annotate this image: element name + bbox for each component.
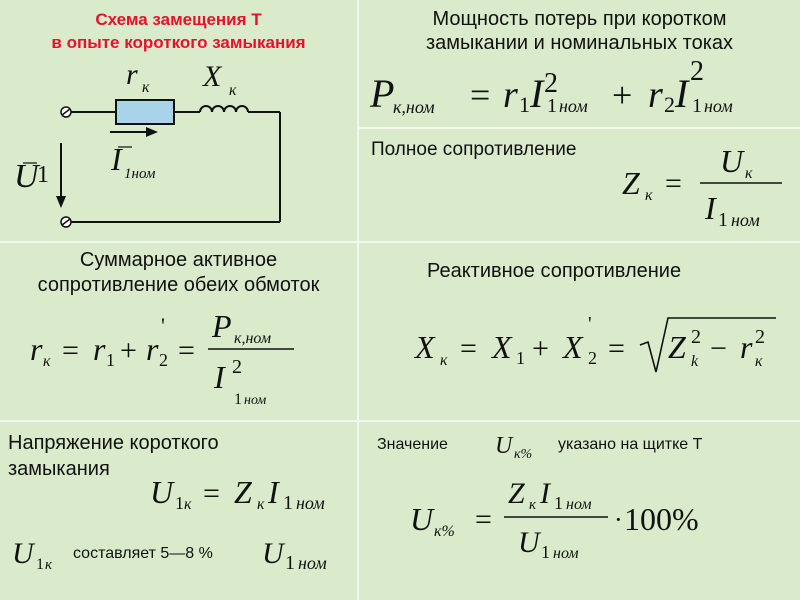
equivalent-circuit-diagram [0,0,357,241]
svg-text:U: U [12,537,34,570]
svg-text:1: 1 [541,542,550,562]
svg-text:': ' [588,313,592,335]
svg-text:ном: ном [298,553,327,573]
svg-text:к: к [45,557,53,573]
svg-text:r: r [93,331,106,367]
svg-text:U: U [518,526,540,559]
percent-value-suffix: указано на щитке Т [558,436,703,453]
uk-percent-symbol [495,433,532,462]
svg-text:r: r [503,74,518,116]
svg-text:=: = [62,334,79,367]
active-resistance-heading-line2: сопротивление обеих обмоток [37,274,320,296]
svg-text:1: 1 [547,95,557,117]
svg-text:I: I [530,71,544,116]
xk-label-sub: к [229,82,237,99]
svg-text:ном: ном [559,96,588,116]
svg-text:=: = [608,332,625,365]
power-loss-heading [359,7,800,55]
svg-text:ном: ном [553,545,579,562]
svg-text:к: к [755,353,763,370]
short-circuit-voltage-heading [8,430,219,482]
voltage-range-note: составляет 5—8 % [73,545,213,562]
circuit-title-line2: в опыте короткого замыкания [51,33,306,52]
active-resistance-heading-line1: Суммарное активное [79,249,278,271]
power-loss-heading-line2: замыкании и номинальных токах [425,32,734,54]
svg-text:U: U [410,501,434,537]
svg-text:1: 1 [692,95,702,117]
svg-text:к%: к% [514,447,533,462]
u1-label: U [14,158,39,195]
svg-text:Z: Z [234,474,252,510]
svg-text:1: 1 [234,391,242,408]
svg-text:2: 2 [690,56,704,87]
svg-text:Z: Z [622,165,640,201]
svg-text:I: I [675,71,689,116]
power-loss-formula [369,56,733,117]
vertical-divider [357,0,359,600]
u1k-symbol [12,537,53,573]
svg-text:2: 2 [159,350,168,370]
svg-text:2: 2 [691,326,701,348]
active-resistance-formula [30,308,294,408]
svg-text:к: к [257,496,265,513]
svg-text:r: r [146,331,159,367]
svg-text:X: X [415,329,435,365]
divider-lower [0,420,800,422]
svg-text:+: + [532,332,549,365]
svg-text:P: P [370,71,395,116]
svg-text:к,ном: к,ном [393,97,435,117]
svg-text:=: = [665,167,682,200]
svg-text:ном: ном [704,96,733,116]
svg-text:1: 1 [106,350,115,370]
svg-text:к: к [440,352,448,369]
current-arrow-head [146,127,158,137]
svg-text:ном: ном [731,210,760,230]
svg-text:=: = [203,477,220,510]
svg-text:ном: ном [566,496,592,513]
svg-text:2: 2 [588,348,597,368]
svg-text:k: k [691,353,699,370]
svg-text:2: 2 [664,92,675,117]
svg-text:I: I [705,190,716,226]
u1nom-symbol [262,537,327,574]
svg-text:r: r [30,331,43,367]
svg-text:к: к [184,496,192,513]
i1-label: I [111,141,122,177]
svg-text:=: = [460,332,477,365]
svg-text:1: 1 [554,493,563,513]
svg-text:=: = [475,503,492,536]
svg-text:I: I [268,474,279,510]
svg-text:к: к [745,165,753,182]
svg-text:−: − [710,332,727,365]
rk-label-sub: к [142,79,150,96]
reactive-resistance-label: Реактивное сопротивление [427,260,682,282]
svg-text:X: X [492,329,512,365]
circuit-title-line1: Схема замещения Т [95,10,262,29]
impedance-label: Полное сопротивление [371,139,577,160]
i1-label-sub: 1ном [124,166,156,182]
xk-label: X [203,60,222,93]
rk-label: r [126,58,138,91]
svg-text:1: 1 [283,492,293,514]
active-resistance-heading [0,248,357,298]
reactive-resistance-formula [413,313,776,372]
svg-text:2: 2 [755,326,765,348]
svg-text:2: 2 [232,356,242,378]
svg-text:U: U [150,474,174,510]
svg-text:·: · [614,505,623,534]
percent-value-prefix: Значение [377,436,448,453]
svg-text:U: U [262,537,284,570]
svg-text:U: U [495,433,513,459]
hundred-percent: 100% [624,501,699,537]
svg-text:r: r [648,74,663,116]
uk-percent-formula [410,477,699,562]
short-circuit-voltage-heading-line2: замыкания [8,458,110,480]
svg-text:I: I [214,359,225,395]
svg-text:к: к [645,187,653,204]
svg-text:1: 1 [516,348,525,368]
voltage-arrow-head [56,196,66,208]
svg-text:к%: к% [434,523,455,540]
svg-text:к: к [529,497,537,513]
svg-text:ном: ном [296,493,325,513]
svg-text:1: 1 [718,209,728,231]
divider-middle [0,241,800,243]
svg-text:r: r [740,329,753,365]
short-circuit-voltage-heading-line1: Напряжение короткого [8,432,219,454]
svg-text:U: U [720,143,744,179]
svg-text:Z: Z [668,329,686,365]
svg-text:к,ном: к,ном [234,330,272,347]
u1-label-sub: 1 [37,162,49,188]
svg-text:=: = [178,334,195,367]
impedance-formula [622,143,782,231]
svg-text:1: 1 [36,556,44,573]
svg-text:1: 1 [285,552,295,574]
svg-text:ном: ном [244,393,267,408]
svg-text:+: + [120,334,137,367]
power-loss-heading-line1: Мощность потерь при коротком [432,8,727,30]
svg-text:1: 1 [519,92,530,117]
svg-text:': ' [161,313,165,338]
svg-text:=: = [470,75,491,115]
svg-text:1: 1 [175,493,184,513]
svg-text:Z: Z [508,477,525,510]
svg-text:I: I [540,477,550,510]
svg-text:2: 2 [544,68,558,99]
svg-text:к: к [43,353,51,370]
svg-text:P: P [212,308,232,344]
svg-text:X: X [563,329,583,365]
divider-right-top [357,127,800,129]
svg-text:+: + [612,75,633,115]
